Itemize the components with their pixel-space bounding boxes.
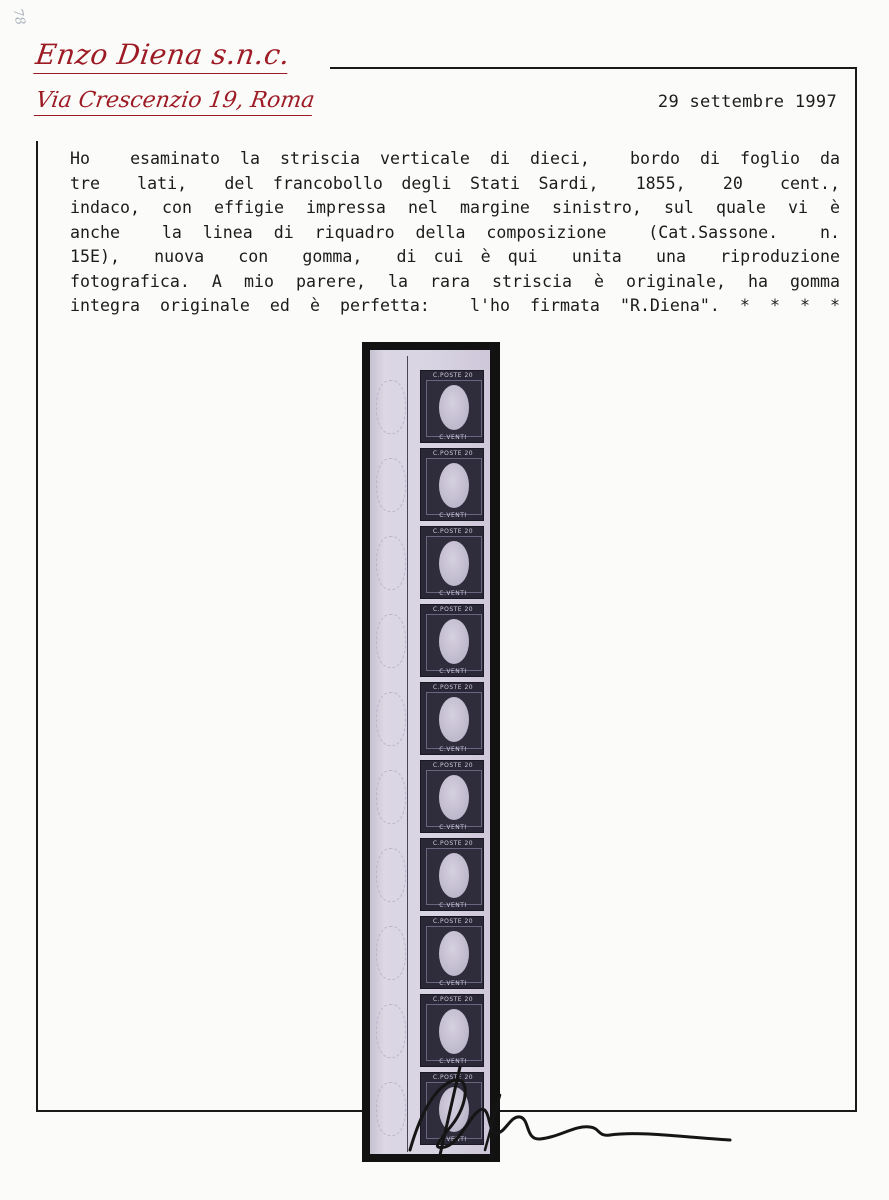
certificate-line: 15E), nuova con gomma, di cui è qui unita una riproduzione (70, 247, 840, 266)
certificate-line: tre lati, del francobollo degli Stati Sardi, 1855, 20 cent., (70, 173, 840, 193)
margin-effigy-offset (376, 848, 406, 902)
stamp (420, 370, 484, 443)
stamp-top-text: C.POSTE 20 (432, 996, 474, 1003)
margin-effigy-offset (376, 1004, 406, 1058)
stamp-top-text: C.POSTE 20 (432, 918, 474, 925)
stamp-top-text: C.POSTE 20 (432, 684, 474, 691)
effigy-oval (439, 385, 469, 430)
margin-effigy-offset (376, 380, 406, 434)
stamp (420, 526, 484, 599)
stamp (420, 448, 484, 521)
margin-effigy-offset (376, 536, 406, 590)
stamp-top-text: C.POSTE 20 (432, 606, 474, 613)
certificate-text (70, 147, 840, 319)
certificate-line: fotografica. A mio parere, la rara striscia è originale, ha gomma (70, 271, 840, 291)
stamp-frame (426, 458, 482, 515)
stamp-bottom-text: C.VENTI (439, 1136, 467, 1143)
pencil-note: 78 (9, 7, 28, 27)
stamp-frame (426, 380, 482, 437)
effigy-oval (439, 1009, 469, 1054)
stamp-top-text: C.POSTE 20 (432, 372, 474, 379)
stamp-bottom-text: C.VENTI (439, 590, 467, 597)
margin-effigy-offset (376, 692, 406, 746)
stamp-bottom-text: C.VENTI (439, 668, 467, 675)
effigy-oval (439, 619, 469, 664)
certificate-line: Ho esaminato la striscia verticale di dieci, bordo di foglio da (70, 149, 840, 168)
effigy-oval (439, 853, 469, 898)
certificate-line: anche la linea di riquadro della composizione (Cat.Sassone. n. (70, 222, 840, 242)
stamp-frame (426, 536, 482, 593)
margin-effigy-offset (376, 770, 406, 824)
margin-effigy-offset (376, 614, 406, 668)
stamp-top-text: C.POSTE 20 (432, 762, 474, 769)
stamp-bottom-text: C.VENTI (439, 746, 467, 753)
frame-top-line (330, 67, 857, 69)
stamp-bottom-text: C.VENTI (439, 824, 467, 831)
stamp-top-text: C.POSTE 20 (432, 840, 474, 847)
composition-frame-line (407, 356, 408, 1152)
stamp-bottom-text: C.VENTI (439, 902, 467, 909)
signature-graphic (400, 1055, 740, 1165)
stamp-bottom-text: C.VENTI (439, 512, 467, 519)
stamp-frame (426, 926, 482, 983)
margin-effigy-offset (376, 926, 406, 980)
stamp-bottom-text: C.VENTI (439, 1058, 467, 1065)
certificate-date: 29 settembre 1997 (657, 92, 837, 112)
stamp-top-text: C.POSTE 20 (432, 450, 474, 457)
stamp-strip-photo (362, 342, 500, 1162)
stamp (420, 682, 484, 755)
stamp-bottom-text: C.VENTI (439, 434, 467, 441)
stamp-frame (426, 692, 482, 749)
stamp (420, 760, 484, 833)
effigy-oval (439, 463, 469, 508)
stamp-top-text: C.POSTE 20 (432, 1074, 474, 1081)
effigy-oval (439, 697, 469, 742)
stamp (420, 838, 484, 911)
effigy-oval (439, 931, 469, 976)
stamp-bottom-text: C.VENTI (439, 980, 467, 987)
stamp-frame (426, 770, 482, 827)
frame-right-line (855, 67, 857, 1111)
letterhead-address: Via Crescenzio 19, Roma (34, 88, 316, 113)
stamp-strip-paper (370, 350, 490, 1154)
frame-left-line (36, 141, 38, 1111)
stamp-frame (426, 614, 482, 671)
stamp-top-text: C.POSTE 20 (432, 528, 474, 535)
stamp-frame (426, 1004, 482, 1061)
stamp-frame (426, 848, 482, 905)
letterhead-firm-name: Enzo Diena s.n.c. (34, 38, 293, 71)
effigy-oval (439, 775, 469, 820)
stamp (420, 916, 484, 989)
stamp (420, 604, 484, 677)
margin-effigy-offset (376, 458, 406, 512)
certificate-line: integra originale ed è perfetta: l'ho firmata "R.Diena". * * * * (70, 296, 840, 315)
certificate-line: indaco, con effigie impressa nel margine sinistro, sul quale vi è (70, 198, 840, 217)
effigy-oval (439, 541, 469, 586)
